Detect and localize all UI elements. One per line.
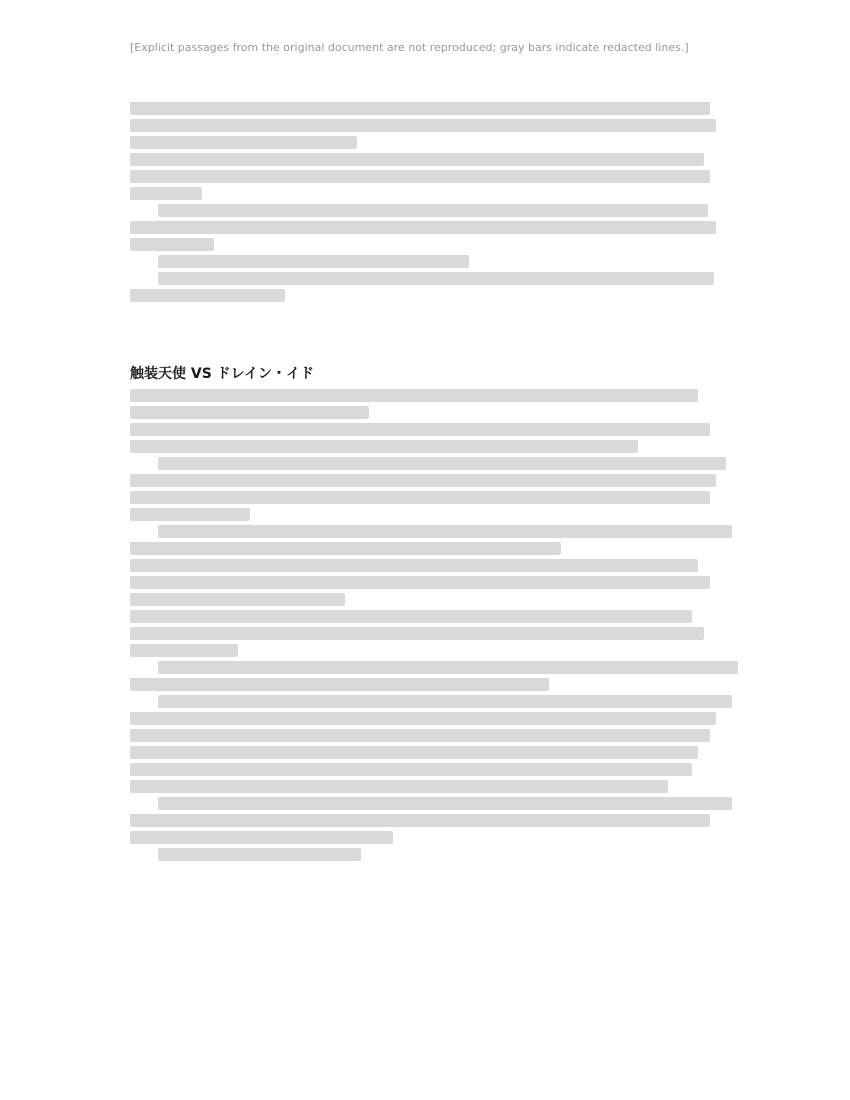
paragraph-gap xyxy=(130,306,728,364)
redacted-text-line xyxy=(130,221,716,234)
redacted-text-line xyxy=(130,831,393,844)
redacted-text-line xyxy=(130,406,369,419)
redacted-text-line xyxy=(130,491,710,504)
redacted-text-line xyxy=(158,848,361,861)
redacted-text-line xyxy=(130,763,692,776)
redacted-text-line xyxy=(130,102,710,115)
redacted-text-line xyxy=(130,712,716,725)
redacted-paragraph xyxy=(130,457,728,521)
redacted-text-line xyxy=(130,729,710,742)
redacted-text-line xyxy=(130,542,561,555)
redacted-text-line xyxy=(130,440,638,453)
redacted-paragraph xyxy=(130,272,728,302)
redacted-paragraph xyxy=(130,423,728,453)
redacted-text-line xyxy=(130,644,238,657)
redacted-paragraph xyxy=(130,763,728,793)
redacted-text-line xyxy=(158,457,726,470)
redacted-paragraph xyxy=(130,204,728,251)
redacted-text-line xyxy=(130,814,710,827)
redacted-text-line xyxy=(158,525,732,538)
redacted-text-line xyxy=(130,238,214,251)
redacted-text-line xyxy=(158,255,469,268)
redacted-text-line xyxy=(130,610,692,623)
redacted-text-line xyxy=(130,593,345,606)
redacted-paragraph xyxy=(130,525,728,555)
redacted-text-line xyxy=(158,661,738,674)
redaction-notice: [Explicit passages from the original document are not reproduced; gray bars indicate redacted lines.] xyxy=(130,41,689,54)
redacted-paragraph xyxy=(130,610,728,657)
redacted-paragraph xyxy=(130,848,728,861)
redacted-paragraph xyxy=(130,102,728,149)
redacted-text-line xyxy=(158,797,732,810)
redacted-text-line xyxy=(158,272,714,285)
redacted-paragraph xyxy=(130,797,728,844)
redacted-paragraph xyxy=(130,559,728,606)
section-heading: 触装天使 VS ドレイン・イド xyxy=(130,366,314,382)
redacted-paragraph xyxy=(130,153,728,200)
redacted-text-line xyxy=(130,508,250,521)
redacted-paragraph xyxy=(130,695,728,759)
redacted-text-line xyxy=(130,119,716,132)
redacted-text-line xyxy=(130,389,698,402)
redacted-text-line xyxy=(130,289,285,302)
redacted-text-line xyxy=(130,423,710,436)
text-column xyxy=(130,98,728,865)
redacted-text-line xyxy=(130,170,710,183)
redacted-text-line xyxy=(130,576,710,589)
redacted-text-line xyxy=(130,746,698,759)
redacted-text-line xyxy=(130,474,716,487)
redacted-paragraph xyxy=(130,661,728,691)
redacted-text-line xyxy=(130,187,202,200)
redacted-paragraph xyxy=(130,255,728,268)
redacted-text-line xyxy=(130,136,357,149)
redacted-paragraph xyxy=(130,389,728,419)
redacted-text-line xyxy=(130,627,704,640)
redacted-text-line xyxy=(158,204,708,217)
redacted-text-line xyxy=(130,678,549,691)
redacted-text-line xyxy=(130,780,668,793)
redacted-text-line xyxy=(130,559,698,572)
redacted-text-line xyxy=(158,695,732,708)
redacted-text-line xyxy=(130,153,704,166)
